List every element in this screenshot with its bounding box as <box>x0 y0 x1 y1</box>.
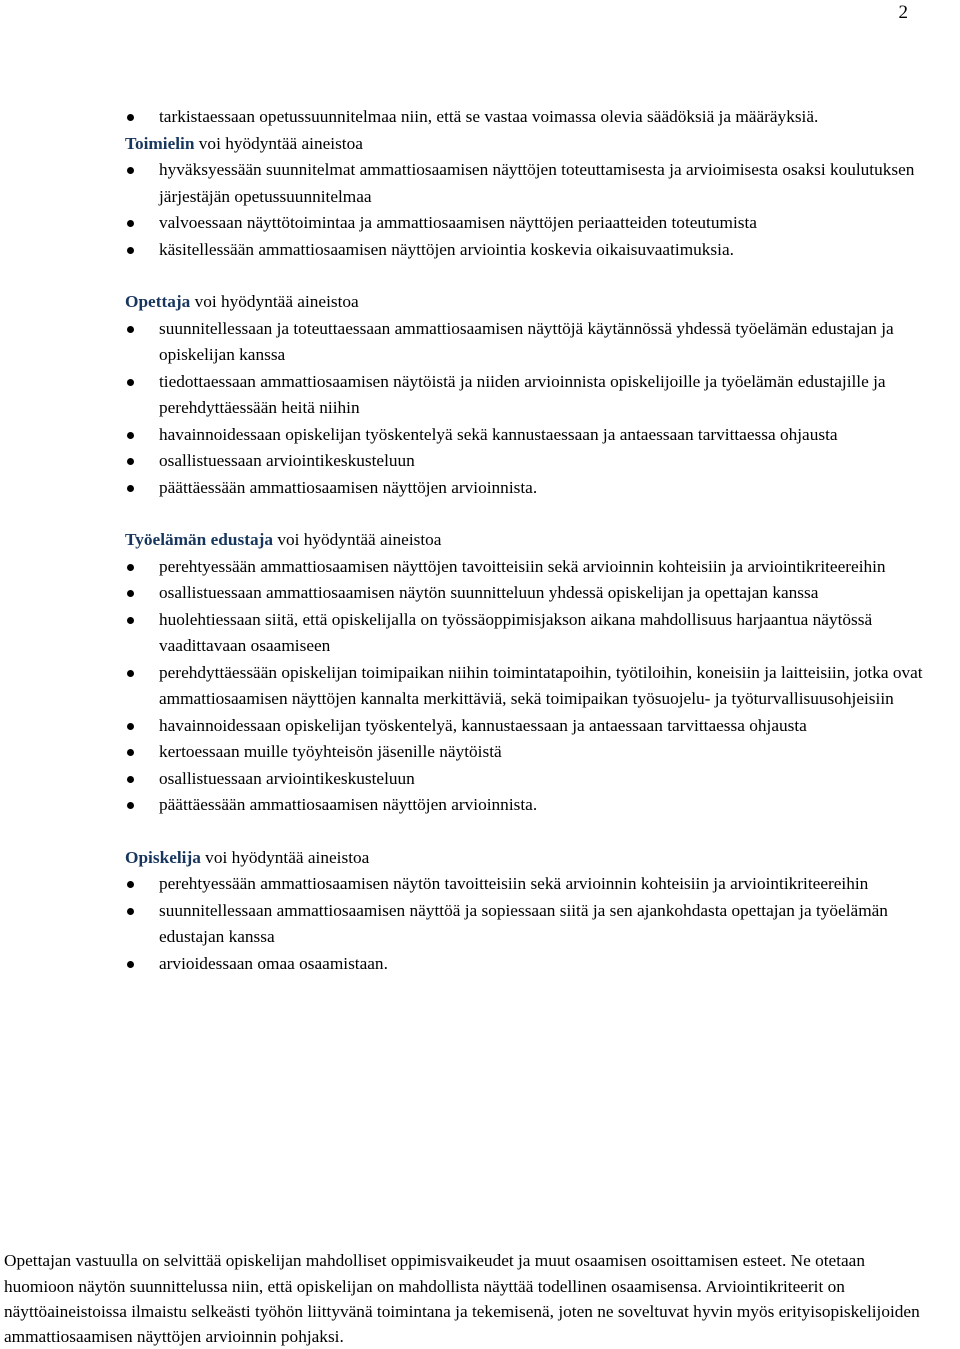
list-item: tiedottaessaan ammattiosaamisen näytöistä ja niiden arvioinnista opiskelijoille ja työelämän edustajille ja perehdyttäessään heitä niihin <box>125 369 940 422</box>
bullet-list <box>125 871 940 977</box>
section-heading <box>125 131 940 158</box>
list-item: osallistuessaan arviointikeskusteluun <box>125 766 940 793</box>
bullet-list <box>125 316 940 502</box>
section-opiskelija <box>125 845 940 978</box>
heading-text: voi hyödyntää aineistoa <box>200 847 370 867</box>
closing-paragraph: Opettajan vastuulla on selvittää opiskelijan mahdolliset oppimisvaikeudet ja muut osaamisen osoittamisen esteet. Ne otetaan huomioon näytön suunnittelussa niin, että opiskelijan on mahdollista näyttää todellinen osaamisensa. Arviointikriteerit on näyttöaineistoissa ilmaistu selkeästi työhön liittyvänä toimintana ja tekemisenä, joten ne soveltuvat hyvin myös erityisopiskelijoiden ammattiosaamisen näyttöjen arvioinnin pohjaksi. <box>4 1251 920 1347</box>
list-item: perehdyttäessään opiskelijan toimipaikan niihin toimintatapoihin, työtiloihin, koneisiin ja laitteisiin, jotka ovat ammattiosaamisen näyttöjen kannalta merkittäviä, sekä toimipaikan työsuojelu- ja työturvallisuusohjeisiin <box>125 660 940 713</box>
document-body <box>125 104 940 1003</box>
list-item: tarkistaessaan opetussuunnitelmaa niin, että se vastaa voimassa olevia säädöksiä ja määräyksiä. <box>125 104 940 131</box>
list-item: perehtyessään ammattiosaamisen näyttöjen tavoitteisiin sekä arvioinnin kohteisiin ja arviointikriteereihin <box>125 554 940 581</box>
list-item: suunnitellessaan ja toteuttaessaan ammattiosaamisen näyttöjä käytännössä yhdessä työelämän edustajan ja opiskelijan kanssa <box>125 316 940 369</box>
list-item: hyväksyessään suunnitelmat ammattiosaamisen näyttöjen toteuttamisesta ja arvioimisesta osaksi koulutuksen järjestäjän opetussuunnitelmaa <box>125 157 940 210</box>
list-item: havainnoidessaan opiskelijan työskentelyä, kannustaessaan ja antaessaan tarvittaessa ohjausta <box>125 713 940 740</box>
list-item: osallistuessaan ammattiosaamisen näytön suunnitteluun yhdessä opiskelijan ja opettajan kanssa <box>125 580 940 607</box>
section-opettaja <box>125 289 940 501</box>
list-item: käsitellessään ammattiosaamisen näyttöjen arviointia koskevia oikaisuvaatimuksia. <box>125 237 940 264</box>
heading-text: voi hyödyntää aineistoa <box>194 133 363 153</box>
list-item: arvioidessaan omaa osaamistaan. <box>125 951 940 978</box>
section-heading <box>125 845 940 872</box>
list-item: päättäessään ammattiosaamisen näyttöjen arvioinnista. <box>125 792 940 819</box>
heading-text: voi hyödyntää aineistoa <box>190 292 359 311</box>
role-name: Opettaja <box>125 292 191 311</box>
list-item: osallistuessaan arviointikeskusteluun <box>125 448 940 475</box>
role-name: Toimielin <box>125 133 195 153</box>
heading-text: voi hyödyntää aineistoa <box>273 530 442 549</box>
list-item: kertoessaan muille työyhteisön jäsenille näytöistä <box>125 739 940 766</box>
list-item: havainnoidessaan opiskelijan työskentelyä sekä kannustaessaan ja antaessaan tarvittaessa ohjausta <box>125 422 940 449</box>
bullet-list <box>125 554 940 819</box>
list-item: perehtyessään ammattiosaamisen näytön tavoitteisiin sekä arvioinnin kohteisiin ja arviointikriteereihin <box>125 871 940 898</box>
section-tyoelaman-edustaja <box>125 527 940 819</box>
list-item: päättäessään ammattiosaamisen näyttöjen arvioinnista. <box>125 475 940 502</box>
role-name: Työelämän edustaja <box>125 530 274 549</box>
section-heading <box>125 527 940 554</box>
intro-list <box>125 104 940 131</box>
bullet-list <box>125 157 940 263</box>
section-heading <box>125 289 940 316</box>
page-number: 2 <box>898 2 908 23</box>
list-item: huolehtiessaan siitä, että opiskelijalla on työssäoppimisjakson aikana mahdollisuus harjaantua näytössä vaadittavaan osaamiseen <box>125 607 940 660</box>
section-toimielin <box>125 131 940 264</box>
role-name: Opiskelija <box>125 847 201 867</box>
list-item: suunnitellessaan ammattiosaamisen näyttöä ja sopiessaan siitä ja sen ajankohdasta opettajan ja työelämän edustajan kanssa <box>125 898 940 951</box>
list-item: valvoessaan näyttötoimintaa ja ammattiosaamisen näyttöjen periaatteiden toteutumista <box>125 210 940 237</box>
